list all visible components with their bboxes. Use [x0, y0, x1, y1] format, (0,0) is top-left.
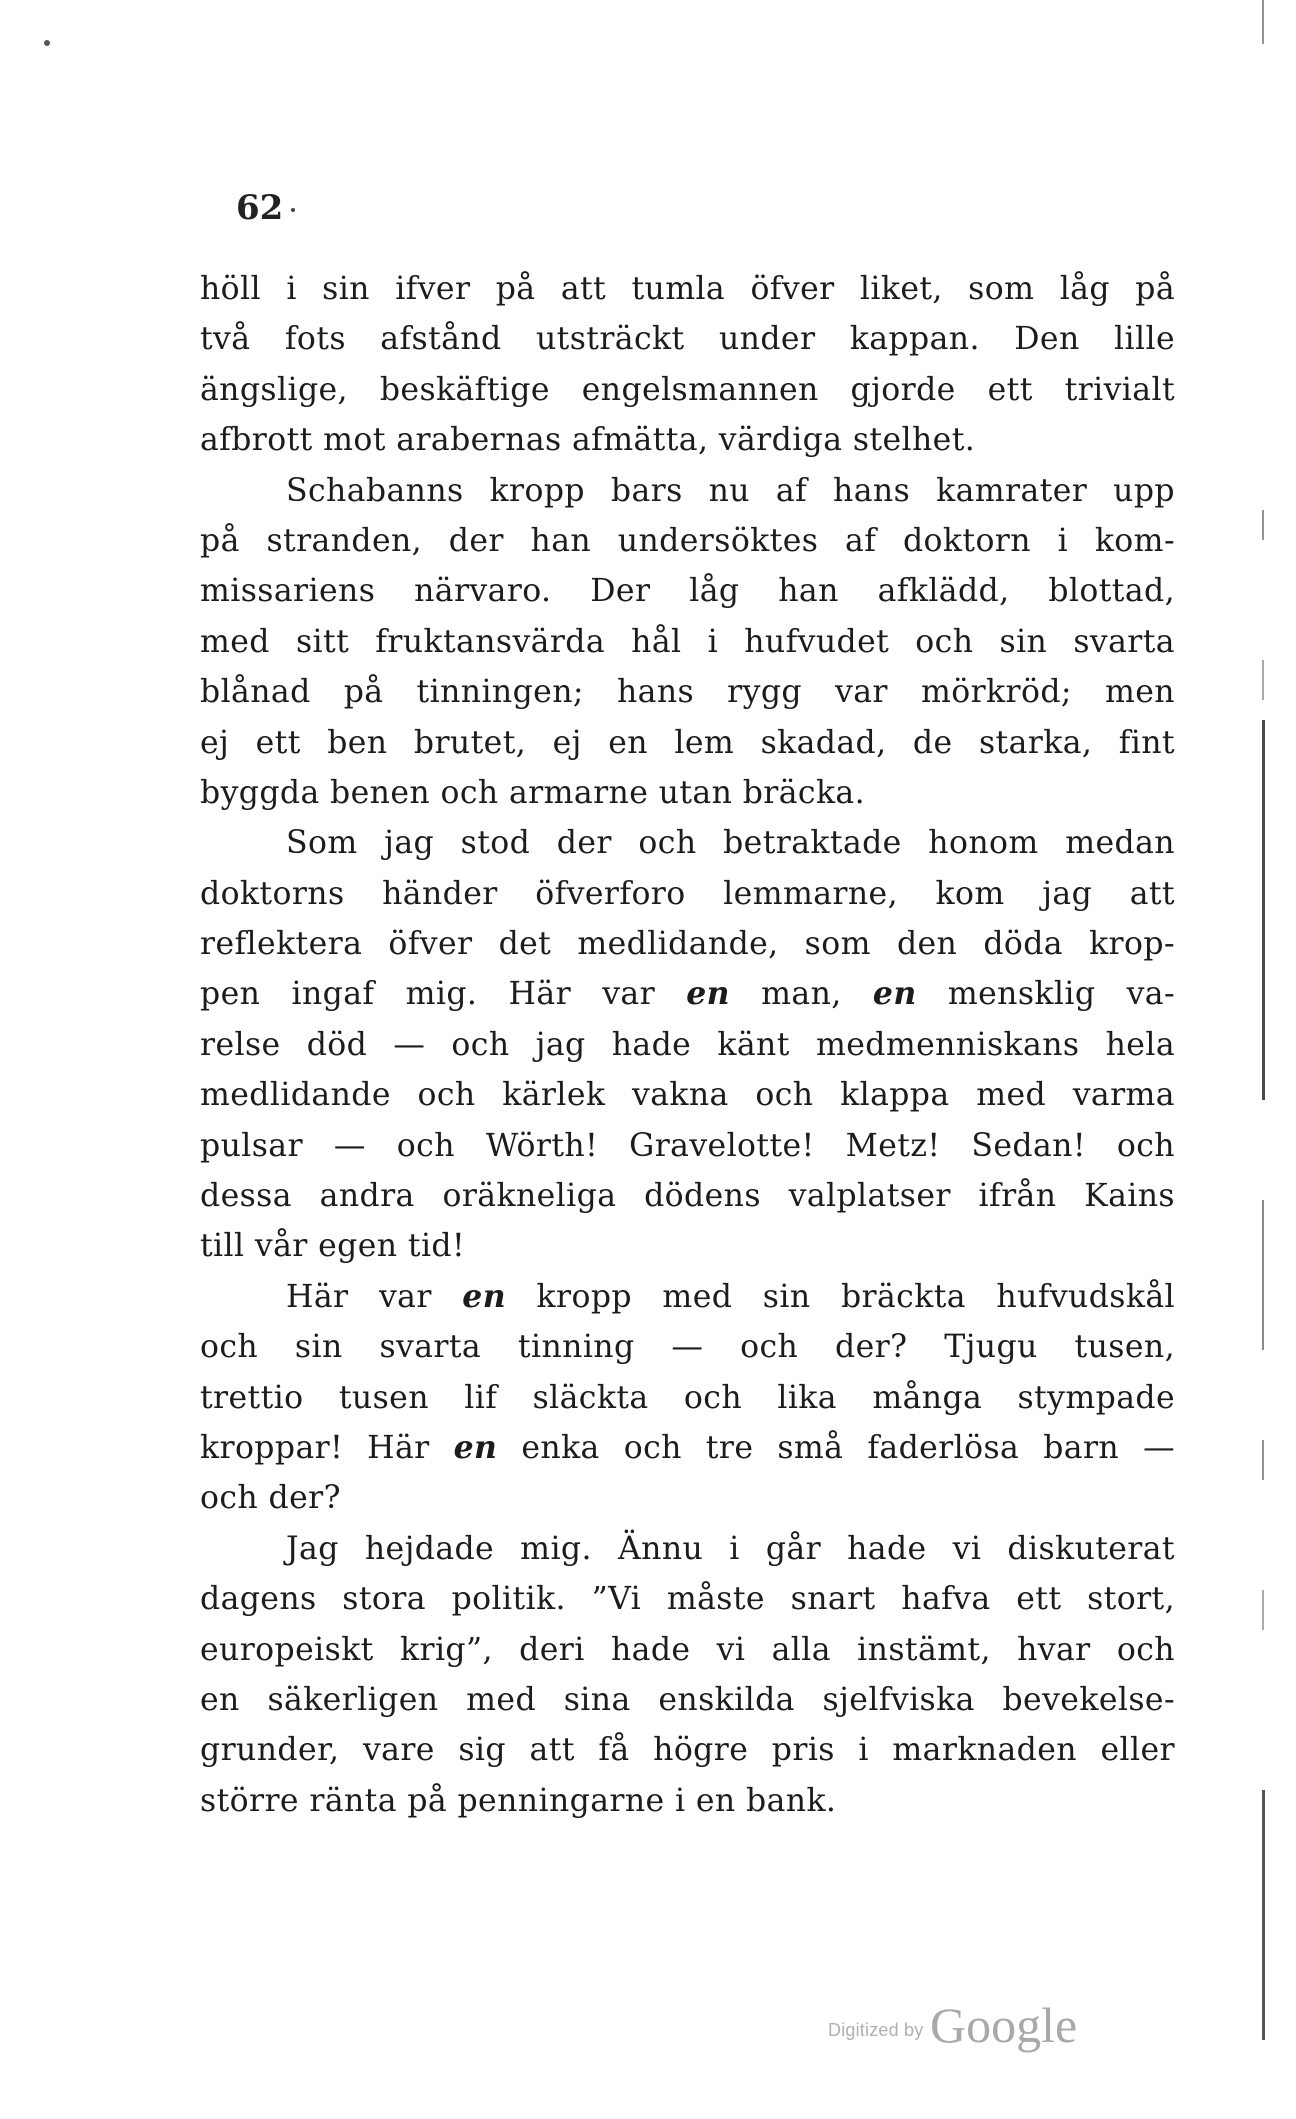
margin-rule [1262, 1440, 1264, 1480]
text-line: till vår egen tid! [200, 1228, 466, 1265]
text-line: afbrott mot arabernas afmätta, värdiga stelhet. [200, 422, 976, 459]
text-line: och sin svarta tinning — och der? Tjugu tusen, [200, 1329, 1175, 1366]
text-line: Schabanns kropp bars nu af hans kamrater upp [286, 472, 1175, 509]
text-line: dessa andra oräkneliga dödens valplatser ifrån Kains [200, 1178, 1175, 1215]
text-line: relse död — och jag hade känt medmenniskans hela [200, 1026, 1175, 1063]
page-number-dot [291, 208, 295, 212]
text-line: höll i sin ifver på att tumla öfver liket, som låg på [200, 271, 1175, 307]
body-text [200, 264, 1175, 1826]
text-line: grunder, vare sig att få högre pris i marknaden eller [200, 1732, 1175, 1769]
text-line: två fots afstånd utsträckt under kappan. Den lille [200, 321, 1175, 358]
margin-rule [1262, 510, 1264, 540]
text-line: Jag hejdade mig. Ännu i går hade vi diskuterat [286, 1530, 1175, 1567]
stray-ink-dot [44, 40, 50, 46]
margin-rule [1262, 1590, 1264, 1630]
margin-rule [1262, 660, 1264, 700]
text-line: med sitt fruktansvärda hål i hufvudet och sin svarta [200, 623, 1175, 660]
text-line: blånad på tinningen; hans rygg var mörkröd; men [200, 674, 1175, 711]
text-line: Här var en kropp med sin bräckta hufvudskål [286, 1277, 1176, 1315]
text-line: pen ingaf mig. Här var en man, en mensklig va- [200, 975, 1176, 1013]
text-line: doktorns händer öfverforo lemmarne, kom jag att [200, 875, 1175, 912]
text-line: trettio tusen lif släckta och lika många stympade [200, 1379, 1175, 1416]
text-line: missariens närvaro. Der låg han afklädd, blottad, [200, 573, 1175, 610]
text-line: ej ett ben brutet, ej en lem skadad, de starka, fint [200, 724, 1175, 761]
text-line: byggda benen och armarne utan bräcka. [200, 774, 866, 811]
text-line: och der? [200, 1480, 341, 1517]
page-number [236, 188, 295, 228]
google-logo: Google [930, 1997, 1078, 2053]
margin-rule [1262, 1200, 1264, 1350]
page-number-text: 62 [236, 188, 284, 228]
text-line: dagens stora politik. ”Vi måste snart hafva ett stort, [200, 1581, 1175, 1618]
margin-rule [1262, 0, 1264, 44]
text-line: Som jag stod der och betraktade honom medan [286, 825, 1175, 862]
text-line: europeiskt krig”, deri hade vi alla instämt, hvar och [200, 1631, 1175, 1668]
text-line: större ränta på penningarne i en bank. [200, 1782, 837, 1819]
text-line: pulsar — och Wörth! Gravelotte! Metz! Sedan! och [200, 1127, 1175, 1164]
text-line: en säkerligen med sina enskilda sjelfviska bevekelse- [200, 1681, 1175, 1718]
margin-rule [1262, 720, 1265, 1100]
digitized-by-label: Digitized by [828, 2020, 924, 2040]
text-line: reflektera öfver det medlidande, som den döda krop- [200, 926, 1175, 963]
text-line: ängslige, beskäftige engelsmannen gjorde ett trivialt [200, 371, 1175, 408]
margin-rule [1262, 1790, 1265, 2040]
text-line: kroppar! Här en enka och tre små faderlösa barn — [200, 1428, 1175, 1466]
text-line: medlidande och kärlek vakna och klappa med varma [200, 1077, 1175, 1114]
text-line: på stranden, der han undersöktes af doktorn i kom- [200, 522, 1175, 559]
